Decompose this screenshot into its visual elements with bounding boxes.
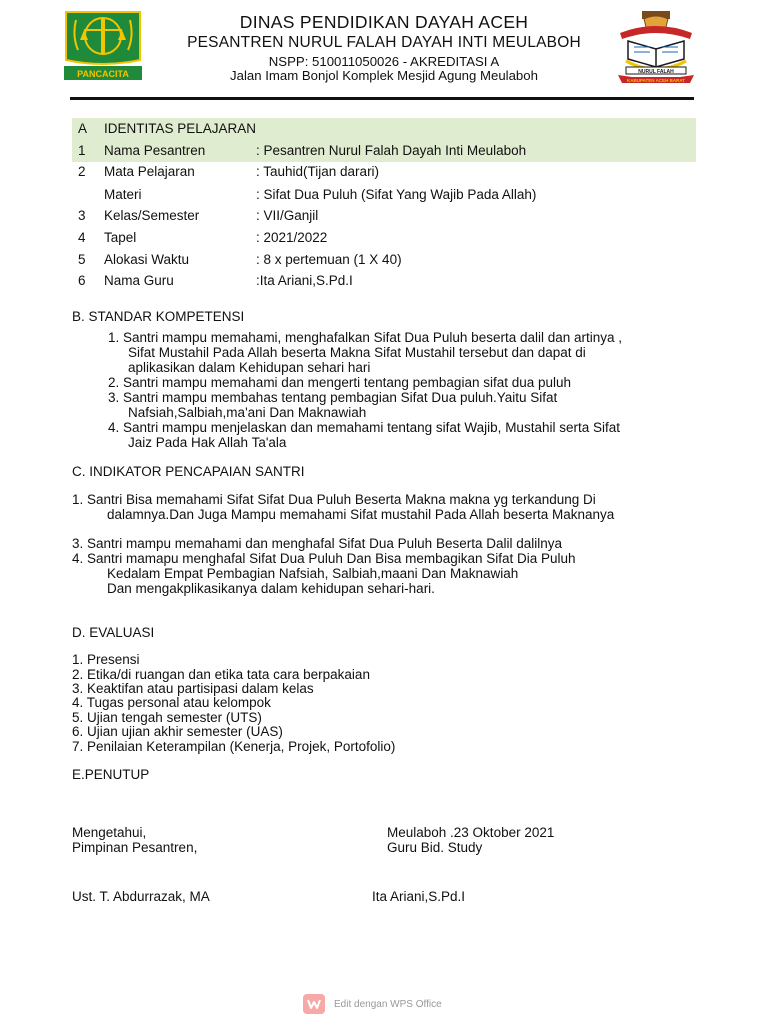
standar-item: 3. Santri mampu membahas tentang pembagian Sifat Dua puluh.Yaitu Sifat — [108, 390, 558, 405]
row-label: Nama Pesantren — [104, 143, 206, 158]
row-number: 5 — [78, 252, 86, 267]
row-value: : 8 x pertemuan (1 X 40) — [256, 252, 402, 267]
header-nspp: NSPP: 510011050026 - AKREDITASI A — [268, 54, 500, 69]
identitas-heading: IDENTITAS PELAJARAN — [104, 121, 257, 136]
signature-left-line1: Mengetahui, — [72, 825, 147, 840]
header-address: Jalan Imam Bonjol Komplek Mesjid Agung Meulaboh — [230, 68, 538, 83]
row-value: : 2021/2022 — [256, 230, 328, 245]
logo-right-banner: NURUL FALAH — [638, 69, 674, 75]
header-divider — [70, 97, 694, 100]
standar-item-cont: Nafsiah,Salbiah,ma'ani Dan Maknawiah — [128, 405, 367, 420]
wps-edit-link[interactable]: Edit dengan WPS Office — [334, 999, 442, 1010]
row-value: :Ita Ariani,S.Pd.I — [256, 273, 353, 288]
evaluasi-item: 4. Tugas personal atau kelompok — [72, 695, 271, 710]
penutup-heading: E.PENUTUP — [72, 767, 150, 782]
row-number: 6 — [78, 273, 86, 288]
row-number: 1 — [78, 143, 86, 158]
indikator-item-cont: dalamnya.Dan Juga Mampu memahami Sifat mustahil Pada Allah beserta Maknanya — [107, 507, 615, 522]
indikator-heading: C. INDIKATOR PENCAPAIAN SANTRI — [72, 464, 305, 479]
row-value: : Sifat Dua Puluh (Sifat Yang Wajib Pada Allah) — [256, 187, 537, 202]
signature-right-name: Ita Ariani,S.Pd.I — [372, 889, 466, 904]
row-number: 3 — [78, 208, 86, 223]
svg-text:● ● ●: ● ● ● — [650, 32, 662, 38]
pesantren-logo — [612, 9, 700, 85]
row-number: 2 — [78, 164, 86, 179]
standar-item: 4. Santri mampu menjelaskan dan memahami tentang sifat Wajib, Mustahil serta Sifat — [108, 420, 620, 435]
standar-item: 1. Santri mampu memahami, menghafalkan Sifat Dua Puluh beserta dalil dan artinya , — [108, 330, 623, 345]
standar-heading: B. STANDAR KOMPETENSI — [72, 309, 245, 324]
identitas-heading-row — [72, 118, 696, 140]
row-value: : Pesantren Nurul Falah Dayah Inti Meulaboh — [256, 143, 527, 158]
signature-left-line2: Pimpinan Pesantren, — [72, 840, 198, 855]
evaluasi-heading: D. EVALUASI — [72, 625, 155, 640]
signature-right-line2: Guru Bid. Study — [387, 840, 483, 855]
indikator-item-cont: Kedalam Empat Pembagian Nafsiah, Salbiah,maani Dan Maknawiah — [107, 566, 519, 581]
indikator-item: 3. Santri mampu memahami dan menghafal Sifat Dua Puluh Beserta Dalil dalilnya — [72, 536, 563, 551]
row-label: Nama Guru — [104, 273, 174, 288]
identitas-heading-letter: A — [78, 121, 88, 136]
signature-right-line1: Meulaboh .23 Oktober 2021 — [387, 825, 555, 840]
header-institution: PESANTREN NURUL FALAH DAYAH INTI MEULABOH — [187, 34, 581, 51]
signature-left-name: Ust. T. Abdurrazak, MA — [72, 889, 210, 904]
row-label: Materi — [104, 187, 142, 202]
standar-item: 2. Santri mampu memahami dan mengerti tentang pembagian sifat dua puluh — [108, 375, 572, 390]
logo-right-ribbon: KABUPATEN ACEH BARAT — [626, 78, 686, 83]
aceh-emblem-logo — [62, 10, 144, 82]
indikator-item: 1. Santri Bisa memahami Sifat Sifat Dua Puluh Beserta Makna makna yg terkandung Di — [72, 492, 596, 507]
evaluasi-item: 2. Etika/di ruangan dan etika tata cara berpakaian — [72, 667, 370, 682]
evaluasi-item: 6. Ujian ujian akhir semester (UAS) — [72, 724, 283, 739]
evaluasi-item: 3. Keaktifan atau partisipasi dalam kelas — [72, 681, 314, 696]
row-label: Alokasi Waktu — [104, 252, 190, 267]
row-label: Mata Pelajaran — [104, 164, 195, 179]
indikator-item: 4. Santri mamapu menghafal Sifat Dua Puluh Dan Bisa membagikan Sifat Dia Puluh — [72, 551, 576, 566]
evaluasi-item: 1. Presensi — [72, 652, 140, 667]
row-label: Tapel — [104, 230, 137, 245]
row-label: Kelas/Semester — [104, 208, 200, 223]
row-value: : Tauhid(Tijan darari) — [256, 164, 380, 179]
evaluasi-item: 7. Penilaian Keterampilan (Kenerja, Projek, Portofolio) — [72, 739, 396, 754]
row-number: 4 — [78, 230, 86, 245]
standar-item-cont: Sifat Mustahil Pada Allah beserta Makna Sifat Mustahil tersebut dan dapat di — [128, 345, 586, 360]
indikator-item-cont: Dan mengakplikasikanya dalam kehidupan sehari-hari. — [107, 581, 435, 596]
row-value: : VII/Ganjil — [256, 208, 319, 223]
header-title: DINAS PENDIDIKAN DAYAH ACEH — [239, 12, 529, 32]
standar-item-cont: Jaiz Pada Hak Allah Ta'ala — [128, 435, 287, 450]
logo-left-text: PANCACITA — [77, 69, 129, 79]
standar-item-cont: aplikasikan dalam Kehidupan sehari hari — [128, 360, 371, 375]
evaluasi-item: 5. Ujian tengah semester (UTS) — [72, 710, 262, 725]
wps-office-icon — [303, 994, 325, 1014]
identitas-row — [72, 140, 696, 162]
